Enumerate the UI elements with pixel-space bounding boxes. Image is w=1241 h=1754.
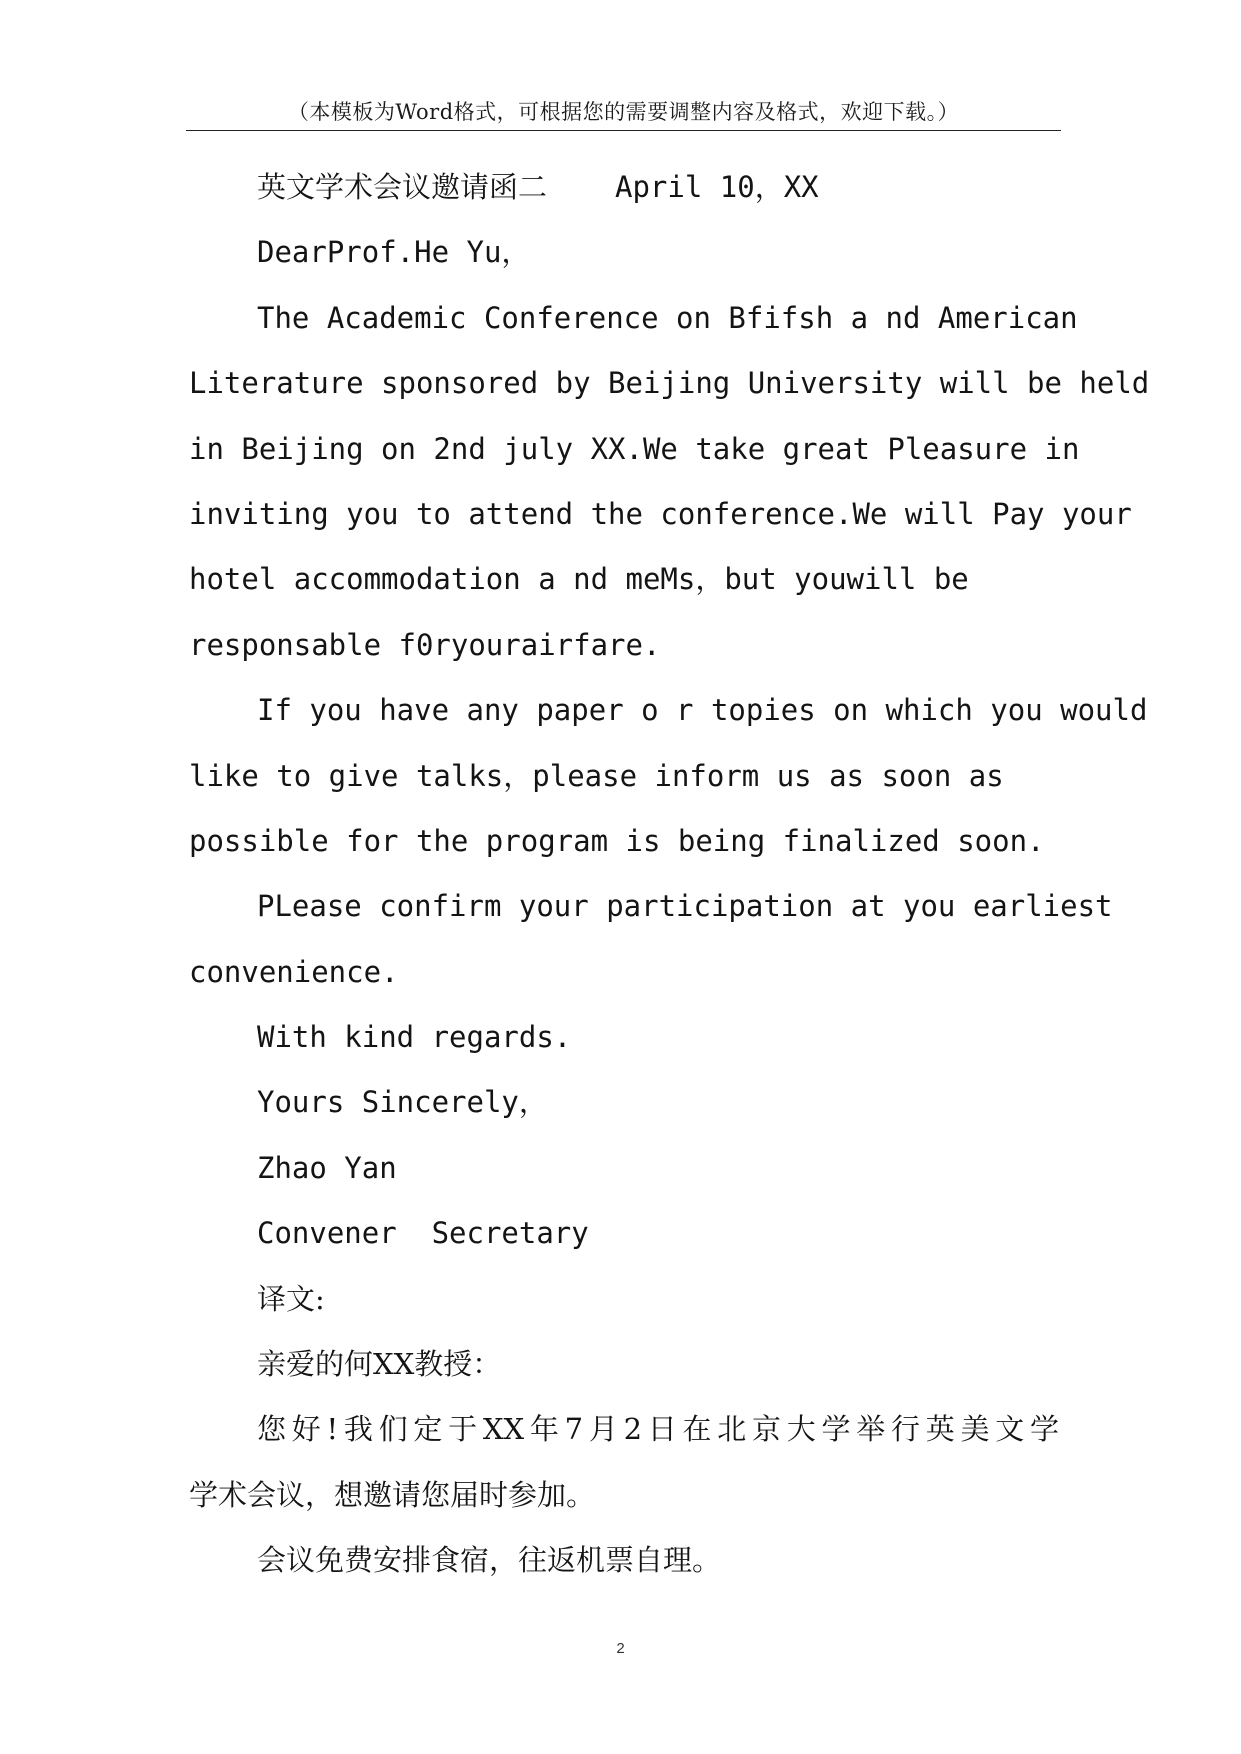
paragraph-line: If you have any paper o r topies on which you would xyxy=(257,693,1148,728)
translation-salutation: 亲爱的何XX教授： xyxy=(257,1347,502,1382)
translation-paragraph xyxy=(189,1397,1059,1528)
closing: With kind regards. xyxy=(257,1020,572,1055)
letter-date: April 10，XX xyxy=(615,170,819,204)
translation-paragraph-arrangements: 会议免费安排食宿，往返机票自理。 xyxy=(257,1543,722,1578)
header-note: （本模板为Word格式，可根据您的需要调整内容及格式，欢迎下载。） xyxy=(287,100,960,124)
paragraph-line: 学术会议，想邀请您届时参加。 xyxy=(189,1477,596,1512)
signer-title: Convener Secretary xyxy=(257,1216,589,1251)
paragraph-line: possible for the program is being finalized soon. xyxy=(189,823,1045,858)
paragraph-line: The Academic Conference on Bfifsh a nd American xyxy=(257,300,1078,335)
header-divider xyxy=(186,130,1061,131)
letter-title: 英文学术会议邀请函二 xyxy=(257,170,548,204)
paragraph-line: like to give talks，please inform us as soon as xyxy=(189,758,1004,793)
document-body xyxy=(189,155,1150,1594)
paragraph-line: responsable f0ryourairfare. xyxy=(189,627,661,662)
paragraph-line: inviting you to attend the conference.We will Pay your xyxy=(189,496,1132,531)
paragraph-line: Literature sponsored by Beijing University will be held xyxy=(189,366,1150,401)
paragraph-invitation xyxy=(189,286,1150,678)
salutation: DearProf.He Yu， xyxy=(257,235,531,270)
paragraph-line: PLease confirm your participation at you earliest xyxy=(257,889,1113,924)
title-line xyxy=(189,155,1059,220)
translation-label: 译文: xyxy=(257,1281,325,1316)
paragraph-line: hotel accommodation a nd meMs，but youwill be xyxy=(189,562,969,597)
paragraph-confirm xyxy=(189,874,1113,1005)
page-number: 2 xyxy=(616,1640,625,1657)
paragraph-talks xyxy=(189,678,1148,874)
sign-off: Yours Sincerely， xyxy=(257,1085,548,1120)
signer-name: Zhao Yan xyxy=(257,1150,397,1185)
paragraph-line: convenience. xyxy=(189,954,399,989)
paragraph-line: in Beijing on 2nd july XX.We take great Pleasure in xyxy=(189,431,1080,466)
paragraph-line: 您好!我们定于XX年7月2日在北京大学举行英美文学 xyxy=(257,1412,1059,1447)
